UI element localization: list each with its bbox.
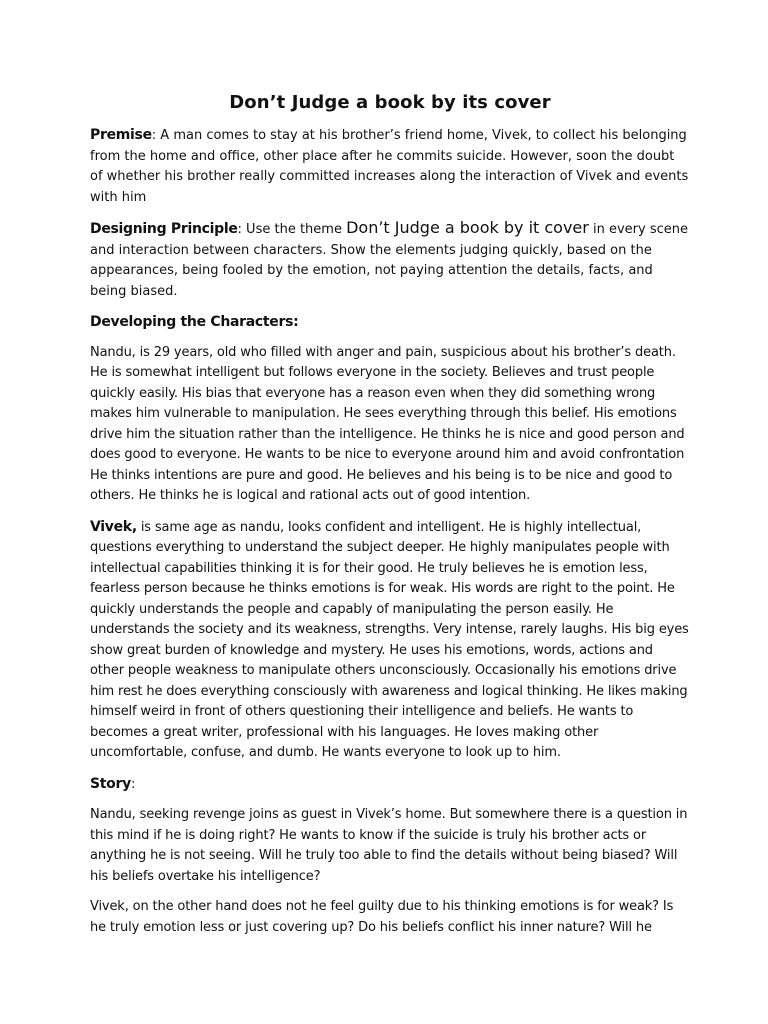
document-page: [90, 90, 690, 948]
vivek-text: is same age as nandu, looks confident and intelligent. He is highly intellectual, questions everything to understand the subject deeper. He highly manipulates people with intellectual capabilities thinking it is for their good. He truly believes he is emotion less, fearless person because he thinks emotions is for weak. His words are right to the point. He quickly understands the people and capably of manipulating the person easily. He understands the society and its weakness, strengths. Very intense, rarely laughs. His big eyes show great burden of knowledge and mystery. He uses his emotions, words, actions and other people weakness to manipulate others unconsciously. Occasionally his emotions drive him rest he does everything consciously with awareness and logical thinking. He likes making himself weird in front of others questioning their intelligence and beliefs. He wants to becomes a great writer, professional with his languages. He loves making other uncomfortable, confuse, and dumb. He wants everyone to look up to him.: [90, 519, 689, 760]
premise-text: : A man comes to stay at his brother’s friend home, Vivek, to collect his belonging from the home and office, other place after he commits suicide. However, soon the doubt of whether his brother really committed increases along the interaction of Vivek and events with him: [90, 128, 689, 205]
theme-phrase: Don’t Judge a book by it cover: [346, 218, 589, 237]
vivek-paragraph: [90, 517, 690, 764]
designing-principle-paragraph: [90, 218, 690, 302]
story-heading-paragraph: [90, 774, 690, 796]
story-label: Story: [90, 775, 131, 792]
premise-paragraph: [90, 125, 690, 208]
designing-principle-label: Designing Principle: [90, 221, 238, 237]
designing-principle-text-after: in every scene and interaction between characters. Show the elements judging quickly, based on the appearances, being fooled by the emotion, not paying attention the details, facts, and being biased.: [90, 222, 688, 299]
document-title: Don’t Judge a book by its cover: [229, 92, 551, 113]
vivek-label: Vivek,: [90, 518, 137, 535]
story-suffix: :: [130, 776, 136, 792]
premise-label: Premise: [90, 127, 152, 143]
nandu-paragraph: Nandu, is 29 years, old who filled with anger and pain, suspicious about his brother’s death. He is somewhat intelligent but follows everyone in the society. Believes and trust people quickly easily. His bias that everyone has a reason even when they did something wrong makes him vulnerable to manipulation. He sees everything through this belief. His emotions drive him the situation rather than the intelligence. He thinks he is nice and good person and does good to everyone. He wants to be nice to everyone around him and avoid confrontation He thinks intentions are pure and good. He believes and his being is to be nice and good to others. He thinks he is logical and rational acts out of good intention.: [90, 344, 685, 503]
story-paragraph-2: Vivek, on the other hand does not he feel guilty due to his thinking emotions is for weak? Is he truly emotion less or just covering up? Do his beliefs conflict his inner nature? Will he: [90, 899, 674, 935]
designing-principle-text-before: : Use the theme: [237, 222, 347, 237]
characters-heading: Developing the Characters:: [90, 314, 299, 330]
story-paragraph-1: Nandu, seeking revenge joins as guest in Vivek’s home. But somewhere there is a question in this mind if he is doing right? He wants to know if the suicide is truly his brother acts or anything he is not seeing. Will he truly too able to find the details without being biased? Will his beliefs overtake his intelligence?: [90, 807, 688, 884]
